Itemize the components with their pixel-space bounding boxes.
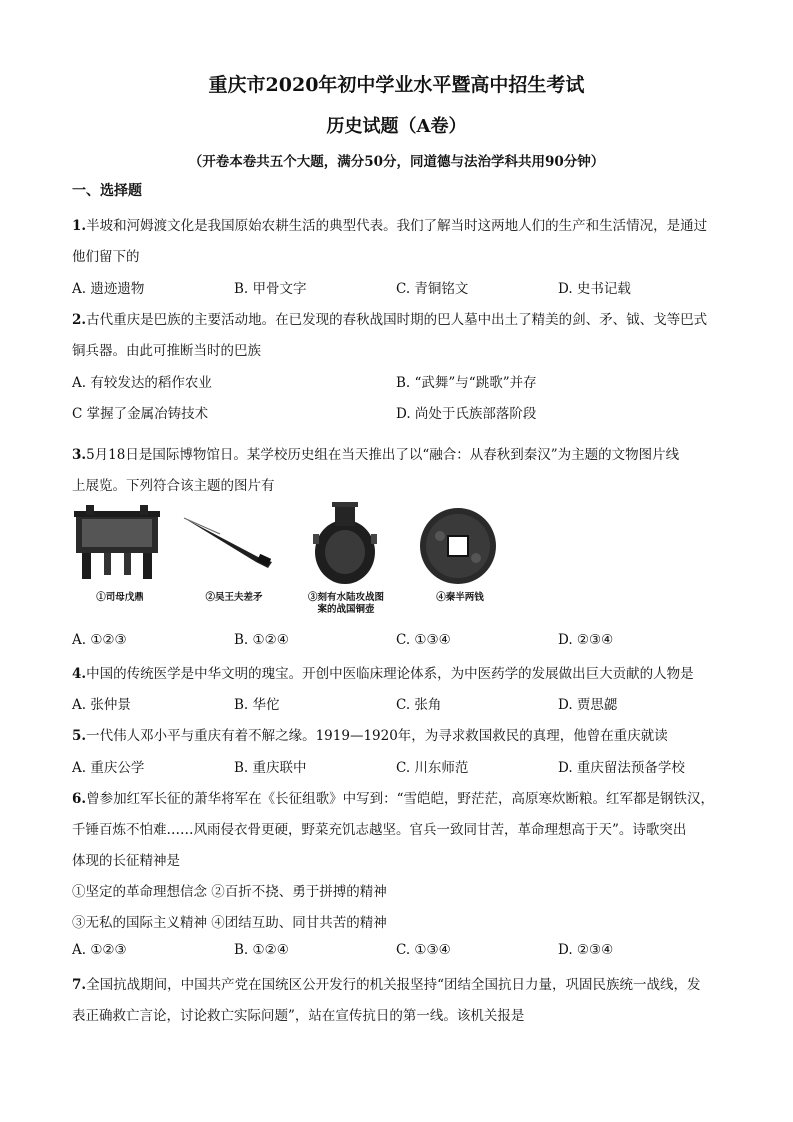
q6-option-b: B. ①②④ xyxy=(234,942,289,958)
q1-option-c: C. 青铜铭文 xyxy=(396,281,469,297)
q4-option-c: C. 张角 xyxy=(396,697,442,713)
q5-option-c: C. 川东师范 xyxy=(396,760,469,776)
q2-stem-line1 xyxy=(72,308,707,328)
q1-option-a: A. 遗迹遗物 xyxy=(72,281,145,297)
exam-note: （开卷本卷共五个大题，满分50分，同道德与法治学科共用90分钟） xyxy=(188,154,605,170)
q3-caption-4: ④秦半两钱 xyxy=(436,592,484,603)
q1-option-b: B. 甲骨文字 xyxy=(234,281,307,297)
q1-text1: 半坡和河姆渡文化是我国原始农耕生活的典型代表。我们了解当时这两地人们的生产和生活情况，是通过 xyxy=(86,218,708,234)
q4-option-b: B. 华佗 xyxy=(234,697,280,713)
q2-number: 2. xyxy=(72,312,87,328)
q4-text1: 中国的传统医学是中华文明的瑰宝。开创中医临床理论体系，为中医药学的发展做出巨大贡献的人物是 xyxy=(86,666,694,682)
q5-option-b: B. 重庆联中 xyxy=(234,760,307,776)
q3-option-c: C. ①③④ xyxy=(396,632,451,648)
q2-option-a: A. 有较发达的稻作农业 xyxy=(72,375,212,391)
q1-stem-line2: 他们留下的 xyxy=(72,249,140,265)
q6-stem-line1 xyxy=(72,787,714,807)
q1-number: 1. xyxy=(72,218,87,234)
q5-option-a: A. 重庆公学 xyxy=(72,760,145,776)
q2-option-b: B. “武舞”与“跳歌”并存 xyxy=(396,375,537,391)
q6-stem-line3: 体现的长征精神是 xyxy=(72,853,180,869)
q3-number: 3. xyxy=(72,447,87,463)
spear-image xyxy=(180,512,276,572)
q3-caption-1: ①司母戊鼎 xyxy=(96,592,144,603)
q3-text1: 5月18日是国际博物馆日。某学校历史组在当天推出了以“融合：从春秋到秦汉”为主题的文物图片线 xyxy=(86,447,680,463)
q2-text1: 古代重庆是巴族的主要活动地。在已发现的春秋战国时期的巴人墓中出土了精美的剑、矛、钺、戈等巴式 xyxy=(86,312,708,328)
q6-text1: 曾参加红军长征的萧华将军在《长征组歌》中写到：“雪皑皑，野茫茫，高原寒炊断粮。红军都是钢铁汉， xyxy=(86,791,714,807)
exam-subtitle: 历史试题（A卷） xyxy=(326,116,467,137)
ding-vessel-image xyxy=(72,505,162,585)
q3-option-d: D. ②③④ xyxy=(558,632,614,648)
q2-stem-line2: 铜兵器。由此可推断当时的巴族 xyxy=(72,343,261,359)
q5-text1: 一代伟人邓小平与重庆有着不解之缘。1919—1920年，为寻求救国救民的真理，他曾在重庆就读 xyxy=(86,728,668,744)
q6-statement-line1: ①坚定的革命理想信念 ②百折不挠、勇于拼搏的精神 xyxy=(72,884,387,900)
q4-option-a: A. 张仲景 xyxy=(72,697,131,713)
q3-caption-3: ③刻有水陆攻战图案的战国铜壶 xyxy=(307,592,384,615)
q1-option-d: D. 史书记载 xyxy=(558,281,631,297)
q3-option-b: B. ①②④ xyxy=(234,632,289,648)
q4-stem-line1 xyxy=(72,662,694,682)
q3-stem-line1 xyxy=(72,443,679,463)
q6-statement-line2: ③无私的国际主义精神 ④团结互助、同甘共苦的精神 xyxy=(72,915,387,931)
q2-option-d: D. 尚处于氏族部落阶段 xyxy=(396,406,537,422)
q2-option-c: C 掌握了金属冶铸技术 xyxy=(72,406,209,422)
q5-option-d: D. 重庆留法预备学校 xyxy=(558,760,685,776)
bronze-pot-image xyxy=(310,500,380,588)
q7-stem-line1 xyxy=(72,973,701,993)
q6-number: 6. xyxy=(72,791,87,807)
q7-text1: 全国抗战期间，中国共产党在国统区公开发行的机关报坚持“团结全国抗日力量，巩固民族统一战线，发 xyxy=(86,977,701,993)
q4-number: 4. xyxy=(72,666,87,682)
q6-stem-line2: 千锤百炼不怕难……风雨侵衣骨更硬，野菜充饥志越坚。官兵一致同甘苦，革命理想高于天”。诗歌突出 xyxy=(72,822,687,838)
q3-caption-2: ②吴王夫差矛 xyxy=(205,592,263,603)
q4-option-d: D. 贾思勰 xyxy=(558,697,618,713)
ban-liang-coin-image xyxy=(418,506,498,586)
q6-option-d: D. ②③④ xyxy=(558,942,614,958)
q7-number: 7. xyxy=(72,977,87,993)
q5-number: 5. xyxy=(72,728,87,744)
q3-option-a: A. ①②③ xyxy=(72,632,127,648)
q1-stem-line1 xyxy=(72,214,707,234)
q6-option-c: C. ①③④ xyxy=(396,942,451,958)
q7-stem-line2: 表正确救亡言论，讨论救亡实际问题”，站在宣传抗日的第一线。该机关报是 xyxy=(72,1008,525,1024)
section-heading: 一、选择题 xyxy=(72,183,142,199)
exam-title: 重庆市2020年初中学业水平暨高中招生考试 xyxy=(208,74,585,96)
q6-option-a: A. ①②③ xyxy=(72,942,127,958)
q3-stem-line2: 上展览。下列符合该主题的图片有 xyxy=(72,478,275,494)
q5-stem-line1 xyxy=(72,724,668,744)
